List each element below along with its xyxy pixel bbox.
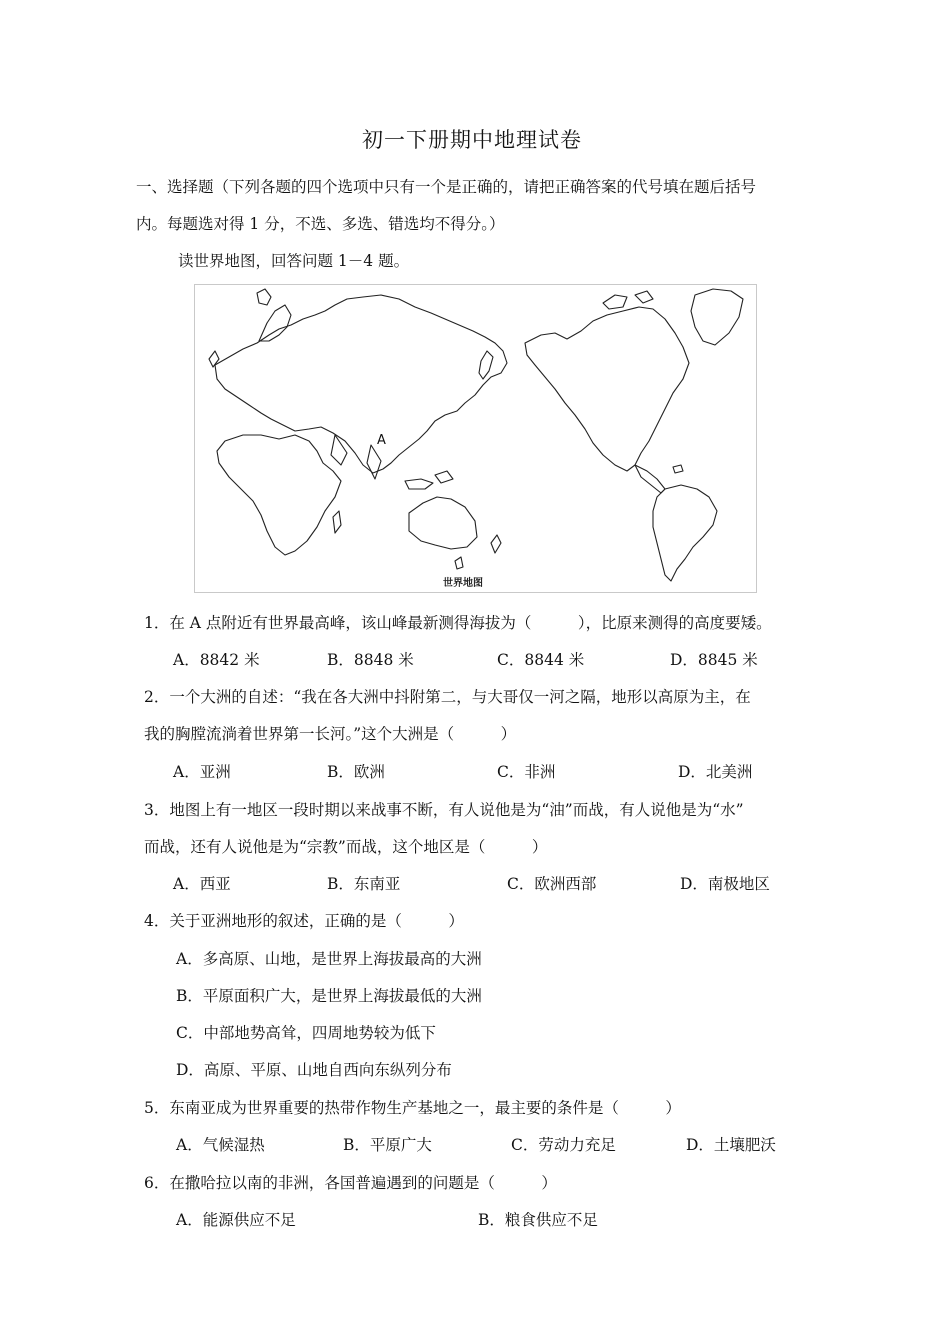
question-4-option-c: C．中部地势高耸，四周地势较为低下: [176, 1024, 436, 1042]
question-5-option-b: B．平原广大: [343, 1136, 432, 1154]
world-map-outline: [195, 285, 756, 592]
question-3-option-a: A．西亚: [173, 875, 231, 893]
question-6-stem: 6．在撒哈拉以南的非洲，各国普遍遇到的问题是（ ）: [144, 1174, 557, 1192]
question-3-stem-line2: 而战，还有人说他是为“宗教”而战，这个地区是（ ）: [144, 838, 548, 856]
question-5-option-c: C．劳动力充足: [511, 1136, 616, 1154]
question-2-option-c: C．非洲: [497, 763, 556, 781]
section-instruction-line1: 一、选择题（下列各题的四个选项中只有一个是正确的，请把正确答案的代号填在题后括号: [136, 178, 757, 196]
question-5-option-d: D．土壤肥沃: [686, 1136, 776, 1154]
world-map: [194, 284, 757, 593]
question-4-option-d: D．高原、平原、山地自西向东纵列分布: [176, 1061, 452, 1079]
map-point-a: A: [377, 433, 386, 448]
question-1-option-d: D．8845 米: [670, 651, 758, 669]
question-3-stem-line1: 3．地图上有一地区一段时期以来战事不断，有人说他是为“油”而战，有人说他是为“水”: [144, 801, 744, 819]
map-intro: 读世界地图，回答问题 1－4 题。: [178, 252, 410, 270]
question-4-option-a: A．多高原、山地，是世界上海拔最高的大洲: [176, 950, 482, 968]
question-1-stem: 1．在 A 点附近有世界最高峰，该山峰最新测得海拔为（ ），比原来测得的高度要矮。: [144, 614, 772, 632]
question-2-stem-line2: 我的胸膛流淌着世界第一长河。”这个大洲是（ ）: [144, 725, 517, 743]
question-2-stem-line1: 2．一个大洲的自述：“我在各大洲中抖附第二，与大哥仅一河之隔，地形以高原为主，在: [144, 688, 751, 706]
question-4-option-b: B．平原面积广大，是世界上海拔最低的大洲: [176, 987, 482, 1005]
page-title: 初一下册期中地理试卷: [362, 128, 582, 152]
question-4-stem: 4．关于亚洲地形的叙述，正确的是（ ）: [144, 912, 464, 930]
question-3-option-c: C．欧洲西部: [507, 875, 597, 893]
question-1-option-a: A．8842 米: [173, 651, 260, 669]
question-6-option-b: B．粮食供应不足: [478, 1211, 598, 1229]
question-3-option-b: B．东南亚: [327, 875, 401, 893]
section-instruction-line2: 内。每题选对得 1 分，不选、多选、错选均不得分。）: [136, 215, 505, 233]
question-5-stem: 5．东南亚成为世界重要的热带作物生产基地之一，最主要的条件是（ ）: [144, 1099, 681, 1117]
question-2-option-b: B．欧洲: [327, 763, 385, 781]
question-1-option-b: B．8848 米: [327, 651, 414, 669]
question-6-option-a: A．能源供应不足: [176, 1211, 296, 1229]
map-caption: 世界地图: [443, 578, 483, 589]
question-1-option-c: C．8844 米: [497, 651, 585, 669]
question-5-option-a: A．气候湿热: [176, 1136, 265, 1154]
question-2-option-a: A．亚洲: [173, 763, 231, 781]
question-2-option-d: D．北美洲: [678, 763, 753, 781]
question-3-option-d: D．南极地区: [680, 875, 770, 893]
